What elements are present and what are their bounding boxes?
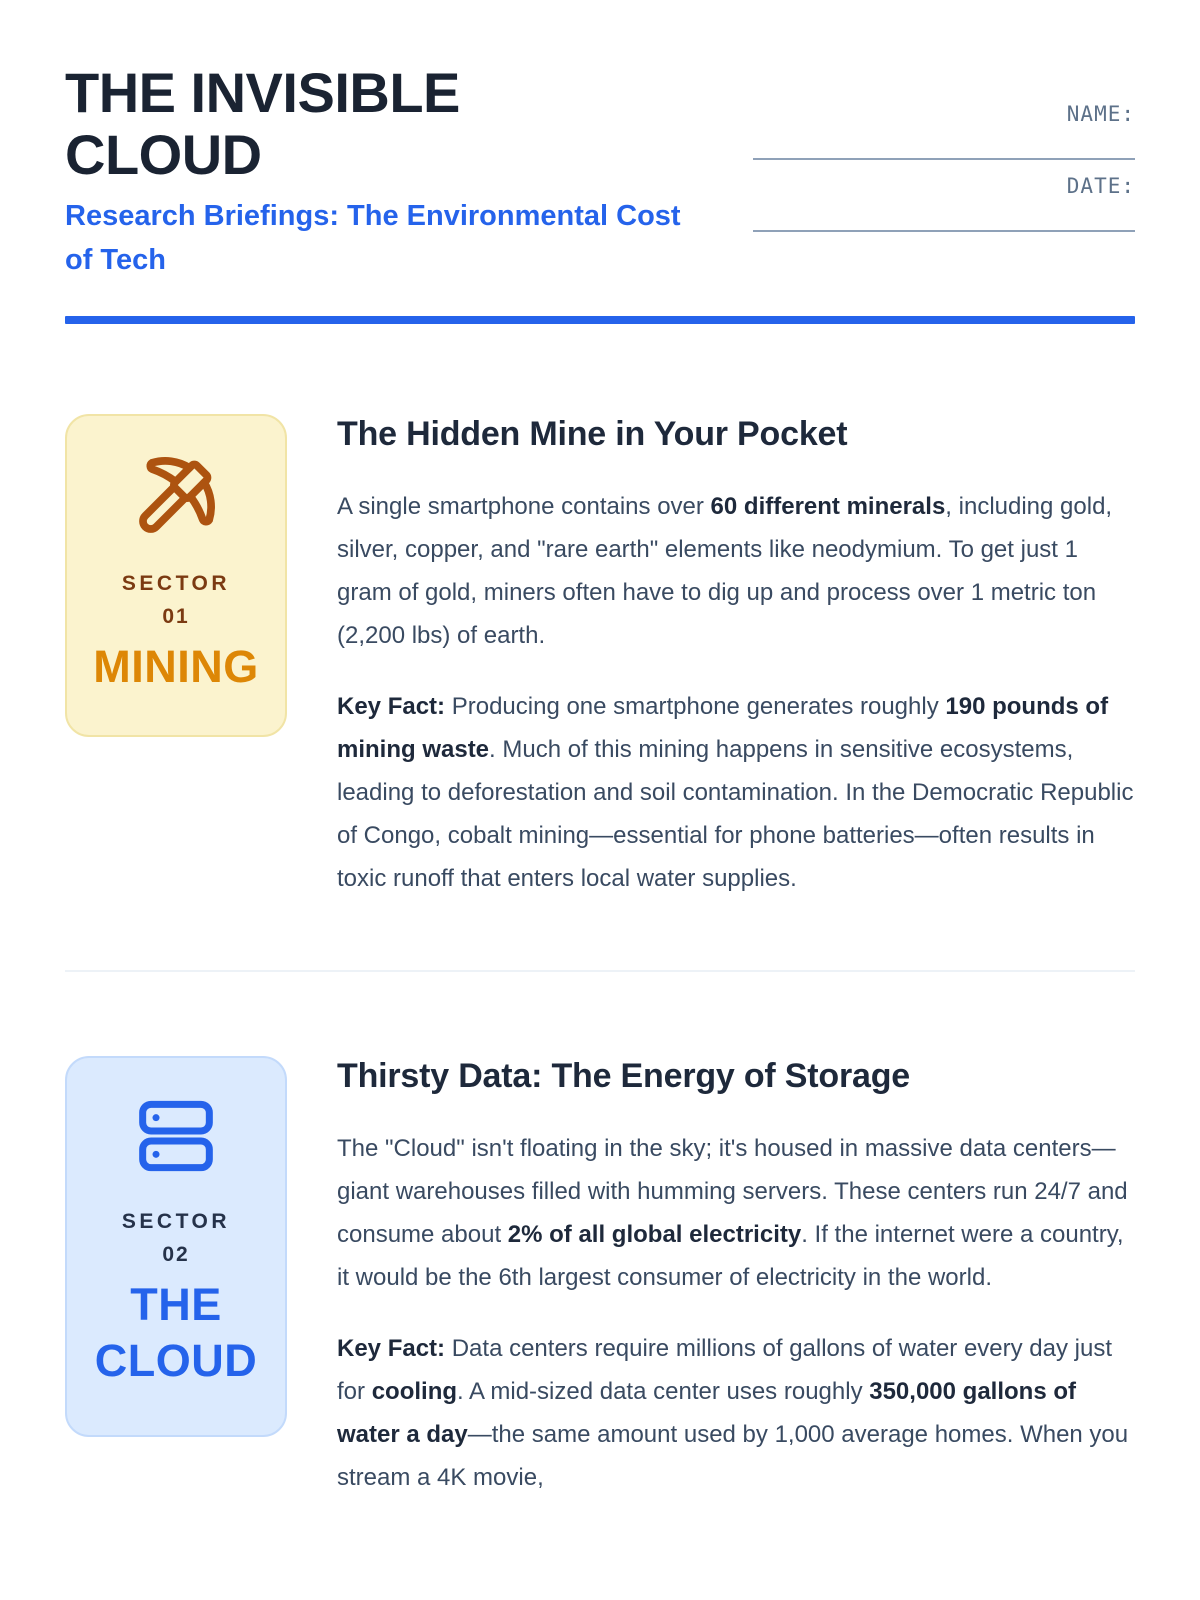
header-accent-divider xyxy=(65,316,1135,324)
name-date-block xyxy=(753,62,1135,246)
paragraph: Key Fact: Producing one smartphone generates roughly 190 pounds of mining waste. Much of this mining happens in sensitive ecosystems, leading to deforestation and soil contamination. In the Democratic Republic of Congo, cobalt mining—essential for phone batteries—often results in toxic runoff that enters local water supplies. xyxy=(337,692,1134,892)
section-mining xyxy=(65,414,1135,900)
page-title: THE INVISIBLE CLOUD xyxy=(65,61,460,186)
sector-number: 02 xyxy=(162,1243,190,1267)
sector-name: MINING xyxy=(93,640,259,692)
paragraph: The "Cloud" isn't floating in the sky; it's housed in massive data centers—giant warehouses filled with humming servers. These centers run 24/7 and consume about 2% of all global electricity. If the internet were a country, it would be the 6th largest consumer of electricity in the world. xyxy=(337,1134,1128,1291)
sector-label: SECTOR xyxy=(121,1209,231,1233)
date-field xyxy=(753,174,1135,232)
name-field xyxy=(753,102,1135,160)
section-divider xyxy=(65,970,1135,972)
paragraph: A single smartphone contains over 60 different minerals, including gold, silver, copper, and "rare earth" elements like neodymium. To get just 1 gram of gold, miners often have to dig up and process over 1 metric ton (2,200 lbs) of earth. xyxy=(337,492,1113,649)
sector-card-cloud xyxy=(65,1056,287,1437)
pickaxe-icon xyxy=(132,452,220,540)
page-header xyxy=(65,62,1135,282)
name-label: NAME: xyxy=(1066,102,1135,126)
section-heading: The Hidden Mine in Your Pocket xyxy=(337,415,848,454)
section-cloud-body xyxy=(337,1056,1135,1499)
section-cloud xyxy=(65,1056,1135,1499)
sector-name: THE CLOUD xyxy=(94,1278,258,1386)
page-subtitle: Research Briefings: The Environmental Cost of Tech xyxy=(65,200,681,276)
sector-number: 01 xyxy=(162,605,190,629)
paragraph: Key Fact: Data centers require millions of gallons of water every day just for cooling. A mid-sized data center uses roughly 350,000 gallons of water a day—the same amount used by 1,000 average homes. When you stream a 4K movie, xyxy=(337,1334,1129,1491)
section-mining-body xyxy=(337,414,1135,900)
section-heading: Thirsty Data: The Energy of Storage xyxy=(337,1056,910,1095)
sector-card-mining xyxy=(65,414,287,737)
date-label: DATE: xyxy=(1066,174,1135,198)
sector-label: SECTOR xyxy=(121,572,231,596)
header-title-block xyxy=(65,62,753,282)
server-icon xyxy=(136,1094,216,1178)
